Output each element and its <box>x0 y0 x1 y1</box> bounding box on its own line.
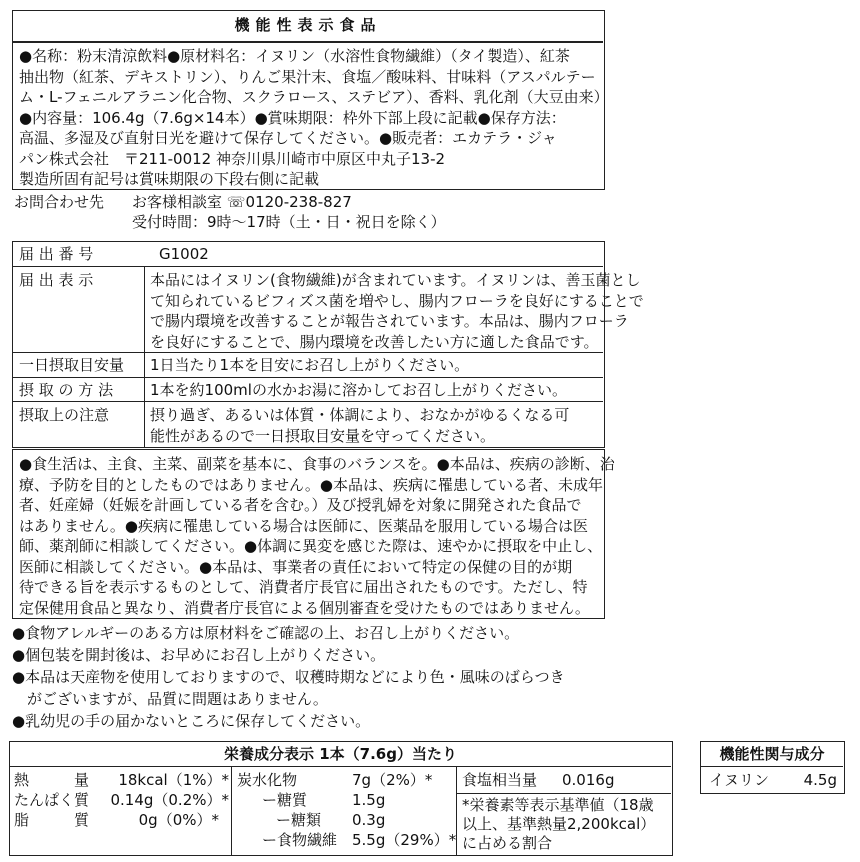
text-line: 医師に相談してください。●本品は、事業者の責任において特定の保健の目的が期 <box>19 557 573 576</box>
text-line: パン株式会社 〒211-0012 神奈川県川崎市中原区中丸子13-2 <box>19 149 446 168</box>
nutrition-title: 栄養成分表示 1本（7.6g）当たり <box>224 745 457 763</box>
nutrient-name: たんぱく質 <box>14 791 90 809</box>
nutrition-table <box>9 741 673 856</box>
notice-text <box>19 454 615 618</box>
text-line: 製造所固有記号は賞味期限の下段右側に記載 <box>19 170 320 188</box>
product-info-box <box>12 10 609 190</box>
text-line: 以上、基準熱量2,200kcal） <box>462 815 656 833</box>
nutrient-value: 5.5g（29%）* <box>352 831 457 849</box>
text-line: 本品にはイヌリン(食物繊維)が含まれています。イヌリンは、善玉菌とし <box>150 271 641 289</box>
functional-name: イヌリン <box>709 771 770 789</box>
caution-item: がございますが、品質に問題はありません。 <box>12 690 328 708</box>
nutrient-value: 18kcal（1%）* <box>118 771 229 789</box>
nutrient-name: 炭水化物 <box>237 771 298 789</box>
notification-table <box>12 241 644 448</box>
footnote <box>462 796 655 853</box>
row-content: 1日当たり1本を目安にお召し上がりください。 <box>150 356 470 374</box>
text-line: 定保健用食品と異なり、消費者庁長官による個別審査を受けたものではありません。 <box>19 598 590 617</box>
text-line: *栄養素等表示基準値（18歳 <box>462 796 654 814</box>
row-label: 摂取上の注意 <box>19 406 110 424</box>
row-content <box>150 270 644 352</box>
text-line: ム・L-フェニルアラニン化合物、スクラロース、ステビア）、香料、乳化剤（大豆由来） <box>19 88 609 106</box>
nutrient-value: 7g（2%）* <box>352 771 433 789</box>
cautions-list <box>12 622 565 732</box>
caution-item: ●乳幼児の手の届かないところに保存してください。 <box>12 712 371 730</box>
salt-value: 0.016g <box>562 771 615 789</box>
nutrient-value: 0g（0%）* <box>138 811 219 829</box>
notification-number-label: 届 出 番 号 <box>19 245 94 263</box>
row-label: 一日摂取目安量 <box>19 356 125 374</box>
row-content <box>150 405 569 446</box>
row-content: 1本を約100mlの水かお湯に溶かしてお召し上がりください。 <box>150 381 567 399</box>
text-line: 摂り過ぎ、あるいは体質・体調により、おなかがゆるくなる可 <box>150 406 570 424</box>
nutrient-name: 熱 量 <box>14 771 90 789</box>
nutrient-name: ー食物繊維 <box>262 831 338 849</box>
row-label: 摂 取 の 方 法 <box>19 381 114 399</box>
nutrient-name: 脂 質 <box>14 811 90 829</box>
notification-number-value: G1002 <box>159 245 209 263</box>
text-line: 能性があるので一日摂取目安量を守ってください。 <box>150 426 496 445</box>
contact-desk: お客様相談室 ☏0120-238-827 <box>132 193 352 211</box>
caution-item: ●個包装を開封後は、お早めにお召し上がりください。 <box>12 646 386 664</box>
functional-table <box>700 741 845 794</box>
text-line: 療、予防を目的としたものではありません。●本品は、疾病に罹患している者、未成年 <box>19 475 603 494</box>
nutrient-name: ー糖質 <box>262 791 308 809</box>
nutrient-name: ー糖類 <box>276 811 322 829</box>
text-line: ●名称：粉末清涼飲料●原材料名：イヌリン（水溶性食物繊維）（タイ製造）、紅茶 <box>19 47 570 65</box>
text-line: ●内容量：106.4g（7.6g×14本）●賞味期限：枠外下部上段に記載●保存方法： <box>19 108 566 127</box>
text-line: 高温、多湿及び直射日光を避けて保存してください。●販売者：エカテラ・ジャ <box>19 129 557 147</box>
section-title: 機能性表示食品 <box>234 16 382 34</box>
nutrient-value: 0.3g <box>352 811 386 829</box>
row-label: 届 出 表 示 <box>19 271 94 289</box>
nutrient-value: 0.14g（0.2%）* <box>110 791 229 809</box>
text-line: はありません。●疾病に罹患している場合は医師に、医薬品を服用している場合は医 <box>19 516 588 535</box>
caution-item: ●食物アレルギーのある方は原材料をご確認の上、お召し上がりください。 <box>12 624 520 642</box>
text-line: 抽出物（紅茶、デキストリン）、りんご果汁末、食塩／酸味料、甘味料（アスパルテー <box>19 67 596 86</box>
text-line: 者、妊産婦（妊娠を計画している者を含む。）及び授乳婦を対象に開発された食品で <box>19 496 582 514</box>
text-line: 待できる旨を表示するものとして、消費者庁長官に届出されたものです。ただし、特 <box>19 578 588 596</box>
notice-box <box>12 449 615 619</box>
text-line: 師、薬剤師に相談してください。●体調に異変を感じた際は、速やかに摂取を中止し、 <box>19 537 603 555</box>
text-line: を良好にすることで、腸内環境を改善したい方に適した食品です。 <box>150 332 599 351</box>
contact-hours: 受付時間：9時〜17時（土・日・祝日を除く） <box>132 213 446 231</box>
caution-item: ●本品は天産物を使用しておりますので、収穫時期などにより色・風味のばらつき <box>12 668 565 686</box>
salt-name: 食塩相当量 <box>462 771 538 789</box>
nutrient-value: 1.5g <box>352 791 386 809</box>
contact-label: お問合わせ先 <box>14 193 105 211</box>
text-line: ●食生活は、主食、主菜、副菜を基本に、食事のバランスを。●本品は、疾病の診断、治 <box>19 455 615 473</box>
text-line: て知られているビフィズス菌を増やし、腸内フローラを良好にすることで <box>150 291 644 310</box>
product-info-text <box>19 46 609 190</box>
text-line: に占める割合 <box>462 834 553 852</box>
text-line: で腸内環境を改善することが報告されています。本品は、腸内フローラ <box>150 312 629 330</box>
functional-title: 機能性関与成分 <box>719 745 825 763</box>
functional-value: 4.5g <box>803 771 837 789</box>
